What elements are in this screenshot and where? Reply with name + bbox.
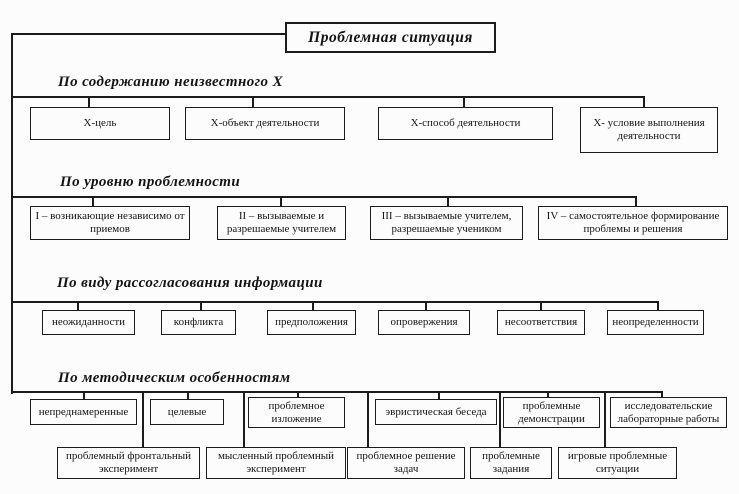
node-x-object: Х-объект деятельности [185, 107, 345, 140]
node-unintentional: непреднамеренные [30, 399, 137, 425]
connector-bus [11, 301, 659, 303]
node-x-condition: Х- условие выполнения деятельности [580, 107, 718, 153]
connector [11, 33, 287, 35]
node-research-lab-works: исследовательские лабораторные работы [610, 397, 727, 428]
connector [142, 391, 144, 448]
connector [499, 391, 501, 448]
connector [604, 391, 606, 448]
node-uncertainty: неопределенности [607, 310, 704, 335]
node-game-situations: игровые проблемные ситуации [558, 447, 677, 479]
node-level-2: II – вызываемые и разрешаемые учителем [217, 206, 346, 240]
node-x-method: Х-способ деятельности [378, 107, 553, 140]
node-conflict: конфликта [161, 310, 236, 335]
node-unexpectedness: неожиданности [42, 310, 135, 335]
node-problem-solving: проблемное решение задач [347, 447, 465, 479]
node-assumption: предположения [267, 310, 356, 335]
connector-bus [11, 391, 663, 393]
node-refutation: опровержения [378, 310, 470, 335]
node-problem-exposition: проблемное изложение [248, 397, 345, 428]
section-header-unknown-content: По содержанию неизвестного Х [58, 74, 283, 90]
node-heuristic-conversation: эвристическая беседа [375, 399, 497, 425]
connector [367, 391, 369, 448]
connector [243, 391, 245, 448]
node-x-goal: Х-цель [30, 107, 170, 140]
node-mismatch: несоответствия [497, 310, 585, 335]
node-problem-demonstrations: проблемные демонстрации [503, 397, 600, 428]
connector-bus [11, 196, 637, 198]
node-problem-tasks: проблемные задания [470, 447, 552, 479]
section-header-information-mismatch: По виду рассогласования информации [57, 275, 323, 291]
node-level-1: I – возникающие независимо от приемов [30, 206, 190, 240]
node-level-4: IV – самостоятельное формирование проблемы и решения [538, 206, 728, 240]
section-header-problem-level: По уровню проблемности [60, 174, 241, 190]
connector-trunk [11, 33, 13, 394]
root-node-problem-situation: Проблемная ситуация [285, 22, 496, 53]
node-targeted: целевые [150, 399, 224, 425]
node-frontal-experiment: проблемный фронтальный эксперимент [57, 447, 200, 479]
node-level-3: III – вызываемые учителем, разрешаемые учеником [370, 206, 523, 240]
node-mental-experiment: мысленный проблемный эксперимент [206, 447, 346, 479]
connector-bus [11, 96, 645, 98]
section-header-methodical-features: По методическим особенностям [58, 370, 291, 386]
